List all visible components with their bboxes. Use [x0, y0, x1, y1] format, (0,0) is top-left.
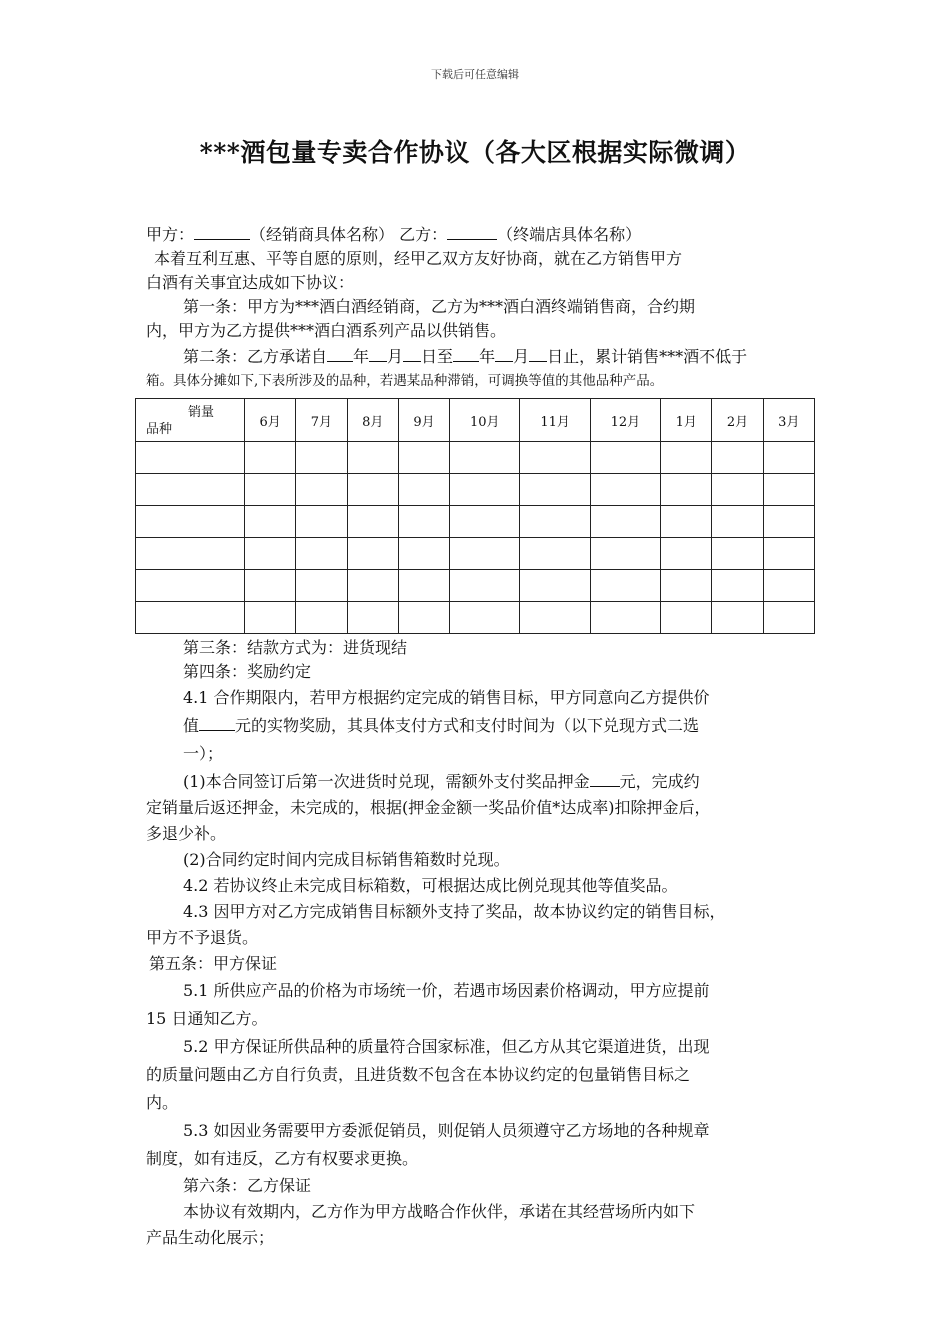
quantity-cell[interactable] — [712, 474, 763, 506]
article2-text: 年 — [479, 347, 496, 366]
corner-top-label: 销量 — [188, 405, 215, 420]
month-header: 6月 — [245, 399, 296, 442]
table-row — [136, 442, 815, 474]
quantity-cell[interactable] — [763, 602, 814, 634]
article2-line-1 — [146, 343, 816, 369]
quantity-cell[interactable] — [245, 570, 296, 602]
article6-heading: 第六条：乙方保证 — [183, 1176, 312, 1195]
quantity-cell[interactable] — [347, 570, 398, 602]
p4-1-text: 值 — [183, 716, 200, 735]
quantity-cell[interactable] — [763, 570, 814, 602]
quantity-cell[interactable] — [763, 442, 814, 474]
start-day-blank[interactable] — [403, 343, 421, 362]
quantity-cell[interactable] — [450, 602, 520, 634]
header-note: 下载后可任意编辑 — [431, 68, 519, 81]
product-cell[interactable] — [136, 602, 245, 634]
p5-1-line-2: 15 日通知乙方。 — [146, 1009, 268, 1028]
quantity-cell[interactable] — [590, 506, 660, 538]
table-row — [136, 538, 815, 570]
quantity-cell[interactable] — [712, 602, 763, 634]
end-month-blank[interactable] — [495, 343, 513, 362]
quantity-cell[interactable] — [661, 506, 712, 538]
quantity-cell[interactable] — [590, 538, 660, 570]
option1-line-3: 多退少补。 — [146, 824, 227, 843]
start-year-blank[interactable] — [327, 343, 353, 362]
article2-text: 日至 — [421, 347, 454, 366]
party-a-blank[interactable] — [194, 221, 250, 240]
quantity-cell[interactable] — [520, 602, 590, 634]
product-cell[interactable] — [136, 570, 245, 602]
end-year-blank[interactable] — [453, 343, 479, 362]
quantity-cell[interactable] — [661, 442, 712, 474]
quantity-cell[interactable] — [520, 474, 590, 506]
quantity-cell[interactable] — [712, 506, 763, 538]
quantity-cell[interactable] — [520, 506, 590, 538]
quantity-cell[interactable] — [398, 474, 449, 506]
quantity-cell[interactable] — [590, 474, 660, 506]
quantity-cell[interactable] — [245, 506, 296, 538]
article2-text: 月 — [513, 347, 530, 366]
deposit-blank[interactable] — [590, 768, 620, 787]
p5-3-line-2: 制度，如有违反，乙方有权要求更换。 — [146, 1149, 419, 1168]
quantity-cell[interactable] — [661, 538, 712, 570]
month-header: 10月 — [450, 399, 520, 442]
p4-2: 4.2 若协议终止未完成目标箱数，可根据达成比例兑现其他等值奖品。 — [183, 876, 678, 895]
article1-line-2: 内，甲方为乙方提供***酒白酒系列产品以供销售。 — [146, 321, 507, 340]
quantity-cell[interactable] — [245, 474, 296, 506]
quantity-cell[interactable] — [296, 474, 347, 506]
quantity-cell[interactable] — [450, 506, 520, 538]
article2-text: 日止，累计销售***酒不低于 — [547, 347, 748, 366]
p4-3-line-1: 4.3 因甲方对乙方完成销售目标额外支持了奖品，故本协议约定的销售目标， — [183, 902, 726, 921]
article4-1 — [146, 684, 816, 768]
quantity-cell[interactable] — [347, 474, 398, 506]
product-cell[interactable] — [136, 474, 245, 506]
p5-2-line-1: 5.2 甲方保证所供品种的质量符合国家标准，但乙方从其它渠道进货，出现 — [183, 1037, 710, 1056]
quantity-cell[interactable] — [398, 602, 449, 634]
quantity-cell[interactable] — [398, 538, 449, 570]
table-row — [136, 506, 815, 538]
quantity-cell[interactable] — [450, 442, 520, 474]
quantity-cell[interactable] — [245, 538, 296, 570]
article2-text: 第二条：乙方承诺自 — [183, 347, 328, 366]
month-header: 11月 — [520, 399, 590, 442]
quantity-cell[interactable] — [661, 602, 712, 634]
month-header: 9月 — [398, 399, 449, 442]
quantity-cell[interactable] — [763, 506, 814, 538]
quantity-cell[interactable] — [398, 442, 449, 474]
p4-1-text: 元的实物奖励，其具体支付方式和支付时间为（以下兑现方式二选 — [235, 716, 700, 735]
quantity-cell[interactable] — [763, 474, 814, 506]
parties-block — [146, 221, 816, 393]
quantity-cell[interactable] — [590, 570, 660, 602]
article6-line-2: 产品生动化展示； — [146, 1228, 275, 1247]
quantity-cell[interactable] — [712, 538, 763, 570]
party-a-label: 甲方： — [146, 225, 195, 244]
document-title: ***酒包量专卖合作协议（各大区根据实际微调） — [199, 138, 751, 167]
p4-3-line-2: 甲方不予退货。 — [146, 928, 259, 947]
table-row — [136, 602, 815, 634]
quantity-cell[interactable] — [347, 442, 398, 474]
party-b-blank[interactable] — [447, 221, 497, 240]
product-cell[interactable] — [136, 442, 245, 474]
p5-3-line-1: 5.3 如因业务需要甲方委派促销员，则促销人员须遵守乙方场地的各种规章 — [183, 1121, 710, 1140]
quantity-cell[interactable] — [520, 570, 590, 602]
corner-cell — [136, 399, 245, 442]
option1-line-1 — [146, 768, 816, 795]
quantity-cell[interactable] — [347, 538, 398, 570]
article3: 第三条：结款方式为：进货现结 — [183, 638, 408, 657]
article1-line-1: 第一条：甲方为***酒白酒经销商，乙方为***酒白酒终端销售商，合约期 — [183, 297, 696, 316]
article4-heading: 第四条：奖励约定 — [183, 662, 312, 681]
corner-bottom-label: 品种 — [146, 422, 173, 437]
article2-text: 月 — [387, 347, 404, 366]
quantity-cell[interactable] — [296, 506, 347, 538]
month-header: 8月 — [347, 399, 398, 442]
quantity-cell[interactable] — [296, 442, 347, 474]
start-month-blank[interactable] — [369, 343, 387, 362]
sales-table — [135, 398, 815, 634]
option1-line-2: 定销量后返还押金，未完成的，根据(押金金额一奖品价值*达成率)扣除押金后， — [146, 798, 711, 817]
quantity-cell[interactable] — [450, 538, 520, 570]
quantity-cell[interactable] — [661, 474, 712, 506]
quantity-cell[interactable] — [763, 538, 814, 570]
quantity-cell[interactable] — [398, 506, 449, 538]
option1-text: 元，完成约 — [619, 772, 700, 791]
month-header: 7月 — [296, 399, 347, 442]
article6-line-1: 本协议有效期内，乙方作为甲方战略合作伙伴，承诺在其经营场所内如下 — [183, 1202, 696, 1221]
end-day-blank[interactable] — [529, 343, 547, 362]
intro-line-1: 本着互利互惠、平等自愿的原则，经甲乙双方友好协商，就在乙方销售甲方 — [154, 249, 683, 268]
quantity-cell[interactable] — [398, 570, 449, 602]
p5-1-line-1: 5.1 所供应产品的价格为市场统一价，若遇市场因素价格调动，甲方应提前 — [183, 981, 710, 1000]
option2: (2)合同约定时间内完成目标销售箱数时兑现。 — [183, 850, 510, 869]
quantity-cell[interactable] — [590, 602, 660, 634]
month-header: 1月 — [661, 399, 712, 442]
party-a-hint: （经销商具体名称） — [250, 225, 395, 244]
quantity-cell[interactable] — [245, 442, 296, 474]
quantity-cell[interactable] — [347, 506, 398, 538]
p5-2-line-2: 的质量问题由乙方自行负责，且进货数不包含在本协议约定的包量销售目标之 — [146, 1065, 691, 1084]
quantity-cell[interactable] — [661, 570, 712, 602]
quantity-cell[interactable] — [296, 538, 347, 570]
month-header: 3月 — [763, 399, 814, 442]
product-cell[interactable] — [136, 506, 245, 538]
article2-line-2: 箱。具体分摊如下,下表所涉及的品种，若遇某品种滞销，可调换等值的其他品种产品。 — [146, 373, 664, 389]
reward-value-blank[interactable] — [199, 712, 235, 731]
articles-block — [146, 636, 816, 1251]
p4-1-line-1: 4.1 合作期限内，若甲方根据约定完成的销售目标，甲方同意向乙方提供价 — [183, 688, 710, 707]
month-header: 2月 — [712, 399, 763, 442]
table-header-row — [136, 399, 815, 442]
quantity-cell[interactable] — [712, 570, 763, 602]
table-row — [136, 474, 815, 506]
quantity-cell[interactable] — [450, 570, 520, 602]
p5-2-line-3: 内。 — [146, 1093, 179, 1112]
month-header: 12月 — [590, 399, 660, 442]
p4-1-line-3: 一）； — [183, 744, 224, 763]
table-row — [136, 570, 815, 602]
quantity-cell[interactable] — [520, 442, 590, 474]
quantity-cell[interactable] — [590, 442, 660, 474]
intro-line-2: 白酒有关事宜达成如下协议： — [146, 273, 355, 292]
party-b-label: 乙方： — [399, 225, 448, 244]
quantity-cell[interactable] — [245, 602, 296, 634]
option1-text: (1)本合同签订后第一次进货时兑现，需额外支付奖品押金 — [183, 772, 590, 791]
parties-line — [146, 221, 816, 247]
article5-heading: 第五条：甲方保证 — [149, 954, 278, 973]
article2-text: 年 — [353, 347, 370, 366]
quantity-cell[interactable] — [347, 602, 398, 634]
quantity-cell[interactable] — [296, 602, 347, 634]
p4-1-line-2 — [183, 712, 816, 740]
product-cell[interactable] — [136, 538, 245, 570]
quantity-cell[interactable] — [712, 442, 763, 474]
party-b-hint: （终端店具体名称） — [497, 225, 642, 244]
quantity-cell[interactable] — [520, 538, 590, 570]
quantity-cell[interactable] — [296, 570, 347, 602]
quantity-cell[interactable] — [450, 474, 520, 506]
